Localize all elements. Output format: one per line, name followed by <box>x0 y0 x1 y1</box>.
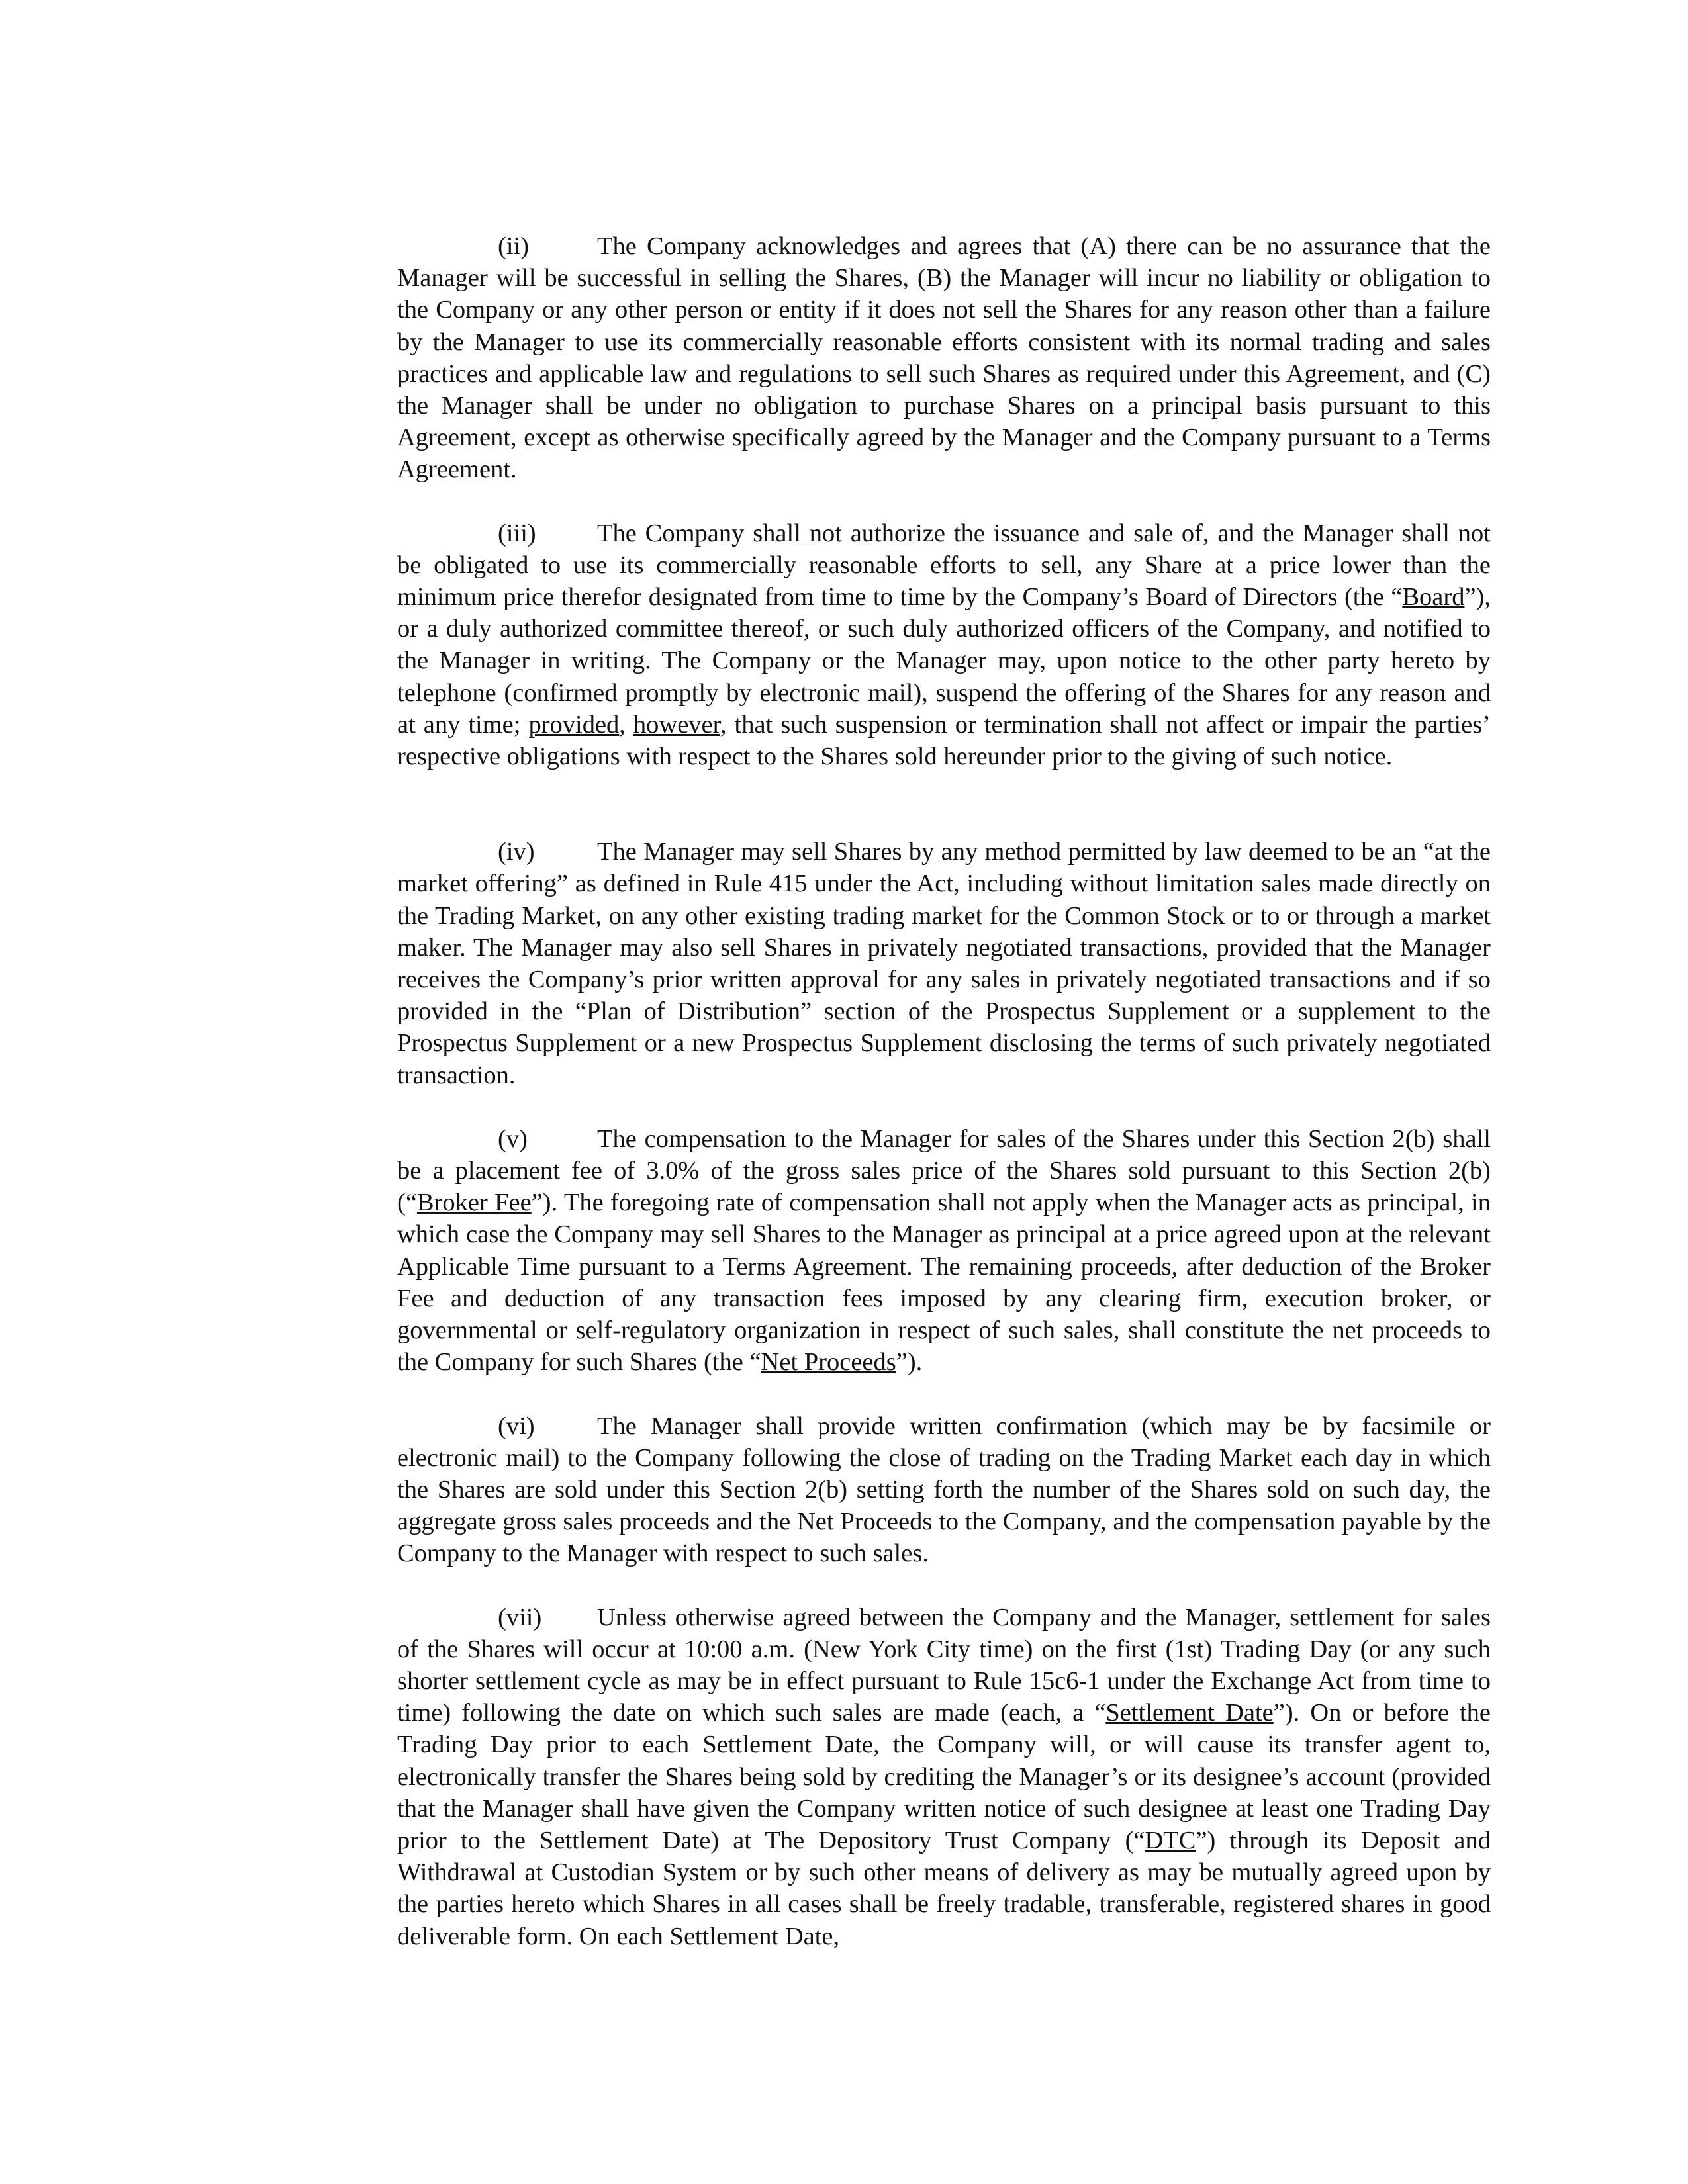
paragraph-text: ”). The foregoing rate of compensation shall not apply when the Manager acts as principal, in which case the Company may sell Shares to the Manager as principal at a price agreed upon at the relevant Applicable Time pursuant to a Terms Agreement. The remaining proceeds, after deduction of the Broker Fee and deduction of any transaction fees imposed by any clearing firm, execution broker, or governmental or self-regulatory organization in respect of such sales, shall constitute the net proceeds to the Company for such Shares (the “ <box>397 1189 1491 1377</box>
defined-term-however: however <box>633 710 720 739</box>
paragraph-text: ”), or a duly authorized committee thereof, or such duly authorized officers of the Company, and notified to the Manager in writing. The Company or the Manager may, upon notice to the other party hereto by telephone (confirmed promptly by electronic mail), suspend the offering of the Shares for any reason and at any time; <box>397 583 1491 739</box>
paragraph-number: (v) <box>498 1124 528 1153</box>
paragraph-text: The Manager may sell Shares by any method permitted by law deemed to be an “at the market offering” as defined in Rule 415 under the Act, including without limitation sales made directly on the Trading Market, on any other existing trading market for the Common Stock or to or through a market maker. The Manager may also sell Shares in privately negotiated transactions, provided that the Manager receives the Company’s prior written approval for any sales in privately negotiated transactions and if so provided in the “Plan of Distribution” section of the Prospectus Supplement or a supplement to the Prospectus Supplement or a new Prospectus Supplement disclosing the terms of such privately negotiated transaction. <box>397 838 1491 1089</box>
paragraph-ii <box>397 230 1491 486</box>
paragraph-v <box>397 1123 1491 1379</box>
paragraph-vi <box>397 1410 1491 1570</box>
document-page <box>397 230 1491 1952</box>
paragraph-text: The Company shall not authorize the issuance and sale of, and the Manager shall not be obligated to use its commercially reasonable efforts to sell, any Share at a price lower than the minimum price therefor designated from time to time by the Company’s Board of Directors (the “ <box>397 519 1491 612</box>
paragraph-text: , <box>619 710 633 739</box>
paragraph-text: ”) through its Deposit and Withdrawal at Custodian System or by such other means of delivery as may be mutually agreed upon by the parties hereto which Shares in all cases shall be freely tradable, transferable, registered shares in good deliverable form. On each Settlement Date, <box>397 1826 1491 1950</box>
paragraph-number: (iv) <box>498 838 535 866</box>
paragraph-iii <box>397 518 1491 773</box>
paragraph-text: , that such suspension or termination shall not affect or impair the parties’ respective obligations with respect to the Shares sold hereunder prior to the giving of such notice. <box>397 710 1491 771</box>
defined-term-settlement-date: Settlement Date <box>1105 1699 1274 1727</box>
defined-term-board: Board <box>1402 583 1465 612</box>
paragraph-text: The compensation to the Manager for sales of the Shares under this Section 2(b) shall be a placement fee of 3.0% of the gross sales price of the Shares sold pursuant to this Section 2(b) (“ <box>397 1124 1491 1217</box>
defined-term-broker-fee: Broker Fee <box>416 1189 532 1217</box>
paragraph-iv <box>397 836 1491 1091</box>
paragraph-number: (vi) <box>498 1412 535 1440</box>
paragraph-number: (iii) <box>498 519 536 547</box>
paragraph-number: (ii) <box>498 232 530 260</box>
paragraph-text: The Manager shall provide written confirmation (which may be by facsimile or electronic mail) to the Company following the close of trading on the Trading Market each day in which the Shares are sold under this Section 2(b) setting forth the number of the Shares sold on such day, the aggregate gross sales proceeds and the Net Proceeds to the Company, and the compensation payable by the Company to the Manager with respect to such sales. <box>397 1412 1491 1568</box>
paragraph-number: (vii) <box>498 1603 542 1631</box>
defined-term-provided: provided <box>528 710 620 739</box>
paragraph-text: The Company acknowledges and agrees that (A) there can be no assurance that the Manager will be successful in selling the Shares, (B) the Manager will incur no liability or obligation to the Company or any other person or entity if it does not sell the Shares for any reason other than a failure by the Manager to use its commercially reasonable efforts consistent with its normal trading and sales practices and applicable law and regulations to sell such Shares as required under this Agreement, and (C) the Manager shall be under no obligation to purchase Shares on a principal basis pursuant to this Agreement, except as otherwise specifically agreed by the Manager and the Company pursuant to a Terms Agreement. <box>397 232 1491 484</box>
paragraph-text: Unless otherwise agreed between the Company and the Manager, settlement for sales of the Shares will occur at 10:00 a.m. (New York City time) on the first (1st) Trading Day (or any such shorter settlement cycle as may be in effect pursuant to Rule 15c6-1 under the Exchange Act from time to time) following the date on which such sales are made (each, a “ <box>397 1603 1491 1727</box>
defined-term-dtc: DTC <box>1145 1826 1196 1854</box>
defined-term-net-proceeds: Net Proceeds <box>761 1348 896 1377</box>
paragraph-text: ”). <box>896 1348 923 1377</box>
paragraph-text: ”). On or before the Trading Day prior to each Settlement Date, the Company will, or will cause its transfer agent to, electronically transfer the Shares being sold by crediting the Manager’s or its designee’s account (provided that the Manager shall have given the Company written notice of such designee at least one Trading Day prior to the Settlement Date) at The Depository Trust Company (“ <box>397 1699 1491 1854</box>
paragraph-vii <box>397 1602 1491 1952</box>
